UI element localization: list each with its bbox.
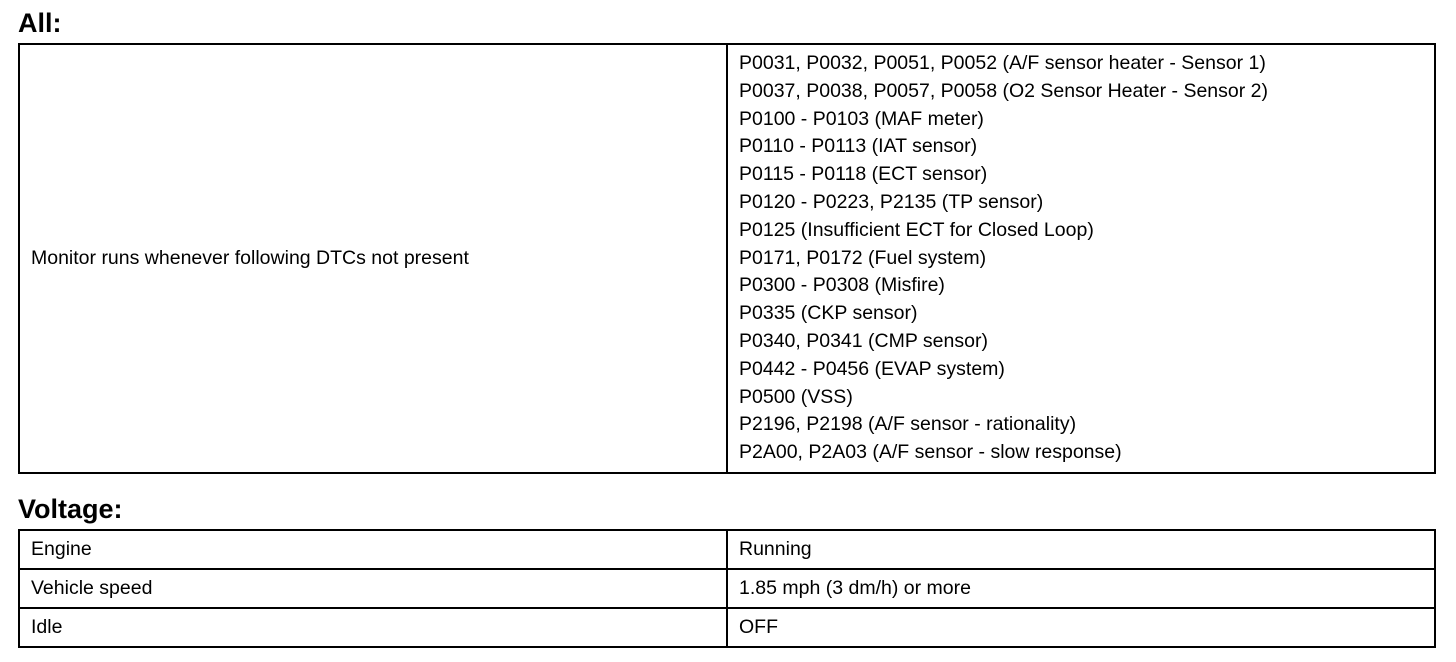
dtc-list-cell — [727, 44, 1435, 473]
table-row — [19, 44, 1435, 473]
value-cell: OFF — [727, 608, 1435, 647]
dtc-item: P0335 (CKP sensor) — [739, 302, 918, 325]
item-cell: Engine — [19, 530, 727, 569]
dtc-item: P0115 - P0118 (ECT sensor) — [739, 163, 988, 186]
dtc-item: P0340, P0341 (CMP sensor) — [739, 329, 988, 352]
dtc-item: P2196, P2198 (A/F sensor - rationality) — [739, 413, 1077, 436]
dtc-item: P0120 - P0223, P2135 (TP sensor) — [739, 191, 1044, 213]
dtc-item: P0100 - P0103 (MAF meter) — [739, 107, 984, 130]
section-title-voltage: Voltage: — [18, 494, 123, 524]
dtc-item: P0171, P0172 (Fuel system) — [739, 246, 987, 269]
table-row — [19, 608, 1435, 647]
dtc-item: P0300 - P0308 (Misfire) — [739, 274, 945, 297]
section-title-all: All: — [18, 8, 62, 38]
dtc-item: P0037, P0038, P0057, P0058 (O2 Sensor Heater - Sensor 2) — [739, 79, 1268, 102]
voltage-conditions-table — [18, 529, 1436, 648]
value-cell: Running — [727, 530, 1435, 569]
item-cell: Idle — [19, 608, 727, 647]
table-row — [19, 569, 1435, 608]
dtc-list — [739, 50, 1434, 467]
value-cell: 1.85 mph (3 dm/h) or more — [727, 569, 1435, 608]
dtc-item: P0110 - P0113 (IAT sensor) — [739, 135, 978, 158]
all-conditions-table — [18, 43, 1436, 474]
item-cell: Vehicle speed — [19, 569, 727, 608]
dtc-item: P0442 - P0456 (EVAP system) — [739, 357, 1005, 380]
dtc-item: P2A00, P2A03 (A/F sensor - slow response) — [739, 441, 1122, 464]
table-row — [19, 530, 1435, 569]
dtc-item: P0125 (Insufficient ECT for Closed Loop) — [739, 218, 1094, 241]
condition-cell: Monitor runs whenever following DTCs not present — [19, 44, 727, 473]
dtc-item: P0500 (VSS) — [739, 385, 853, 408]
dtc-item: P0031, P0032, P0051, P0052 (A/F sensor heater - Sensor 1) — [739, 52, 1266, 75]
